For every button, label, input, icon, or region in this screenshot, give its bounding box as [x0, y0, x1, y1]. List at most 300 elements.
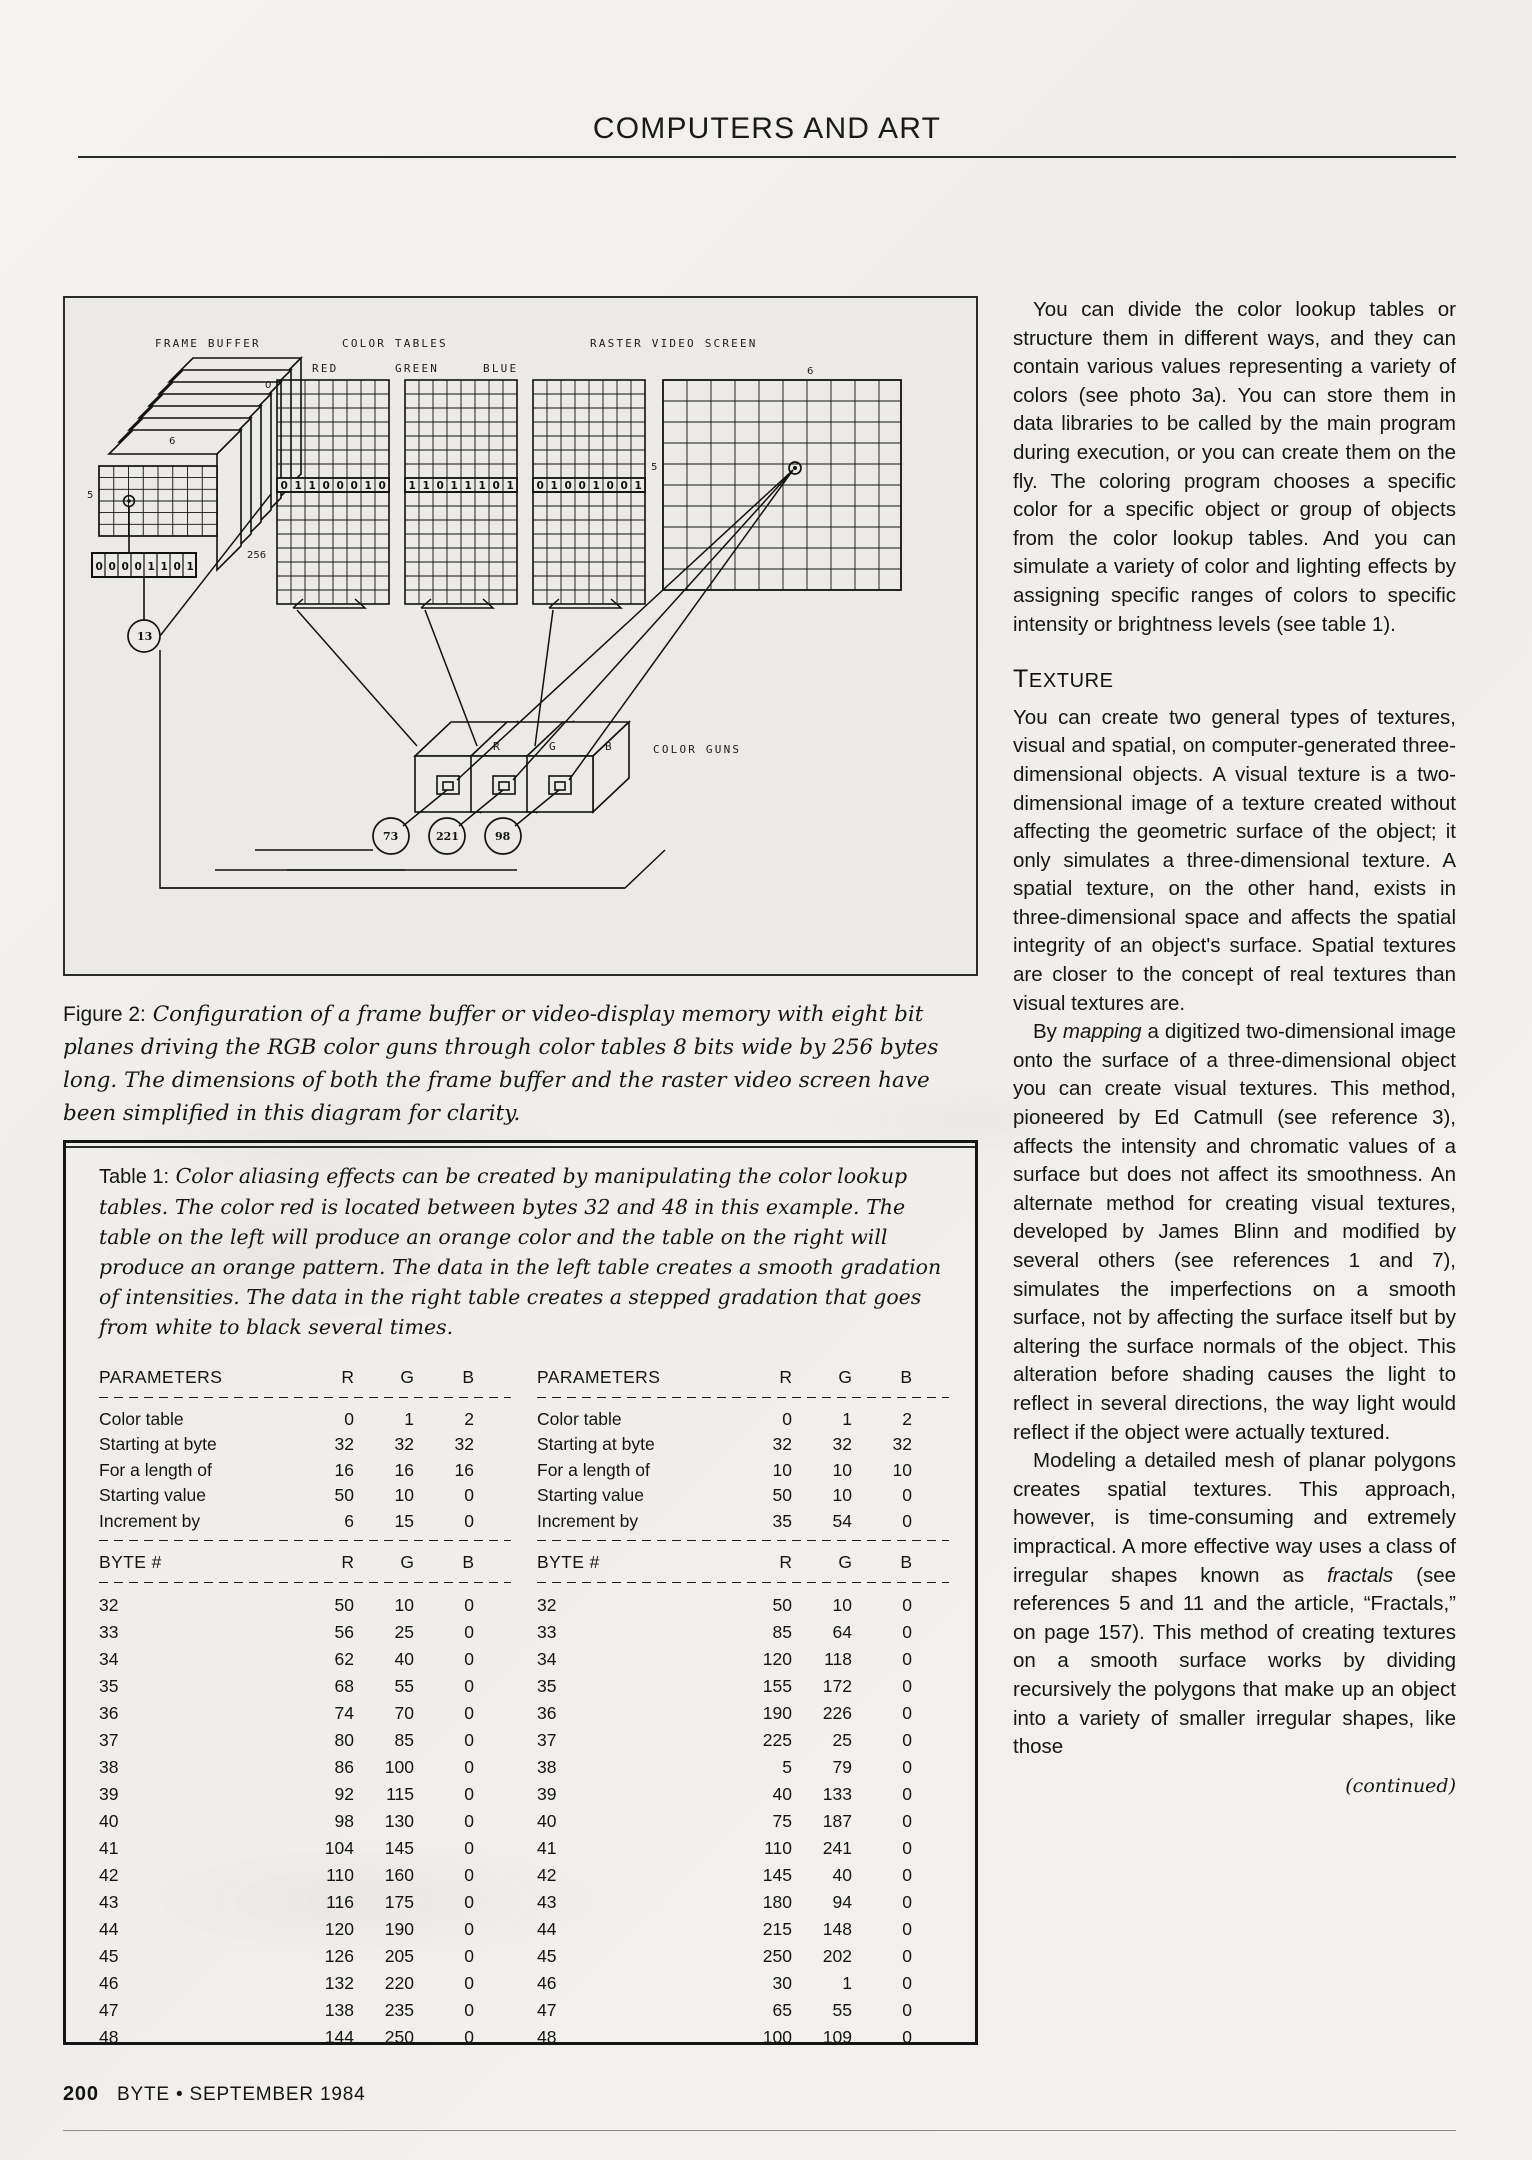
cell-g: 220 [384, 1972, 414, 1993]
cell-b: 0 [902, 1485, 912, 1505]
divider [99, 1397, 511, 1398]
table-row [537, 1458, 949, 1484]
cell-r: 104 [324, 1837, 354, 1858]
cell-r: 80 [334, 1729, 354, 1750]
svg-text:0: 0 [173, 561, 181, 573]
table-row [99, 1889, 511, 1916]
table-row [99, 1673, 511, 1700]
cell-byte-number: 39 [99, 1783, 119, 1804]
cell-b: 0 [902, 1594, 912, 1615]
svg-text:0: 0 [436, 480, 444, 492]
label-color-tables: COLOR TABLES [342, 337, 448, 350]
cell-g: 32 [832, 1434, 852, 1454]
table-row [99, 1835, 511, 1862]
divider [99, 1582, 511, 1583]
table-row [537, 1889, 949, 1916]
cell-g: 55 [394, 1675, 414, 1696]
label-color-guns: COLOR GUNS [653, 743, 742, 756]
cell-g: 160 [384, 1864, 414, 1885]
cell-b: 16 [454, 1459, 474, 1480]
cell-byte-number: 45 [537, 1945, 557, 1966]
cell-g: 115 [386, 1783, 414, 1804]
cell-b: 0 [464, 1621, 474, 1642]
cell-byte-number: 38 [99, 1756, 119, 1777]
table-row [537, 1997, 949, 2024]
cell-r: 138 [324, 1999, 354, 2020]
label-blue: BLUE [483, 362, 519, 375]
cell-b: 0 [464, 1675, 474, 1696]
param-label: For a length of [537, 1459, 650, 1480]
svg-text:0: 0 [578, 480, 586, 492]
cell-b: 0 [902, 1891, 912, 1912]
cell-r: 50 [772, 1485, 792, 1505]
label-raster-video-screen: RASTER VIDEO SCREEN [590, 337, 758, 350]
cell-g: 133 [822, 1783, 852, 1804]
table-row [537, 1970, 949, 1997]
gun-label-r: R [493, 740, 501, 753]
color-table-blue [533, 380, 645, 604]
cell-r: 5 [782, 1756, 792, 1777]
cell-b: 32 [454, 1434, 474, 1454]
cell-g: 16 [394, 1459, 414, 1480]
cell-byte-number: 44 [99, 1918, 119, 1939]
gun-label-g: G [549, 740, 557, 753]
cell-r: 98 [334, 1810, 354, 1831]
table-row [99, 1483, 511, 1509]
svg-text:1: 1 [592, 480, 600, 492]
table-row [99, 1754, 511, 1781]
plane-index-6: 6 [169, 436, 176, 447]
cell-r: 250 [762, 1945, 792, 1966]
paragraph-4-part-a: Modeling a detailed mesh of planar polygons creates spatial textures. This approach, however, is time-consuming and extremely impractical. A more effective way uses a class of irregular shapes known as [1013, 1449, 1456, 1587]
cell-g: 10 [394, 1485, 414, 1505]
table-row [537, 1835, 949, 1862]
cell-byte-number: 44 [537, 1918, 557, 1939]
cell-r: 50 [334, 1594, 354, 1615]
cell-byte-number: 35 [99, 1675, 119, 1696]
col-parameters: PARAMETERS [99, 1367, 223, 1387]
table-row [99, 1592, 511, 1619]
table-row [537, 1592, 949, 1619]
screen-index-5: 5 [651, 462, 658, 473]
cell-b: 0 [464, 1783, 474, 1804]
cell-r: 50 [334, 1485, 354, 1505]
svg-text:1: 1 [450, 480, 458, 492]
col-r: R [341, 1367, 354, 1387]
tables-container [99, 1365, 954, 2051]
cell-byte-number: 33 [99, 1621, 119, 1642]
cell-b: 0 [464, 1510, 474, 1531]
cell-b: 0 [902, 1972, 912, 1993]
table-row [537, 1916, 949, 1943]
cell-byte-number: 47 [537, 1999, 557, 2020]
divider [537, 1397, 949, 1398]
param-label: Color table [99, 1408, 184, 1429]
table-row [537, 1432, 949, 1458]
page-footer [63, 2083, 365, 2106]
svg-text:221: 221 [436, 830, 459, 843]
footer-magazine: BYTE [117, 2084, 170, 2105]
svg-text:0: 0 [95, 561, 103, 573]
cell-byte-number: 43 [537, 1891, 557, 1912]
cell-byte-number: 33 [537, 1621, 557, 1642]
col-b: B [900, 1367, 912, 1387]
paragraph-4-part-b: (see references 5 and 11 and the article, “Fractals,” on page 157). This method of creating textures on a smooth surface works by dividing recursively the polygons that make up an object into a variety of smaller irregular shapes, like those [1013, 1563, 1456, 1759]
table-row [99, 1700, 511, 1727]
table-row [99, 1997, 511, 2024]
label-frame-buffer: FRAME BUFFER [155, 337, 261, 350]
svg-text:1: 1 [478, 480, 486, 492]
cell-g: 55 [832, 1999, 852, 2020]
cell-g: 94 [832, 1891, 852, 1912]
cell-b: 0 [902, 1510, 912, 1531]
svg-text:0: 0 [108, 561, 116, 573]
param-label: Color table [537, 1408, 622, 1429]
cell-b: 0 [464, 1702, 474, 1723]
cell-g: 187 [822, 1810, 852, 1831]
cell-b: 0 [464, 1729, 474, 1750]
svg-text:1: 1 [464, 480, 472, 492]
svg-text:0: 0 [606, 480, 614, 492]
table-row [537, 1619, 949, 1646]
cell-b: 0 [902, 1621, 912, 1642]
cell-b: 0 [902, 1999, 912, 2020]
cell-r: 155 [762, 1675, 792, 1696]
cell-r: 62 [334, 1648, 354, 1669]
cell-r: 110 [326, 1864, 354, 1885]
cell-byte-number: 34 [99, 1648, 119, 1669]
cell-g: 40 [394, 1648, 414, 1669]
cell-g: 10 [394, 1594, 414, 1615]
cell-g: 148 [822, 1918, 852, 1939]
figure-caption [63, 998, 963, 1130]
svg-text:1: 1 [147, 561, 155, 573]
cell-b: 32 [892, 1434, 912, 1454]
header-rule [78, 156, 1456, 158]
cell-b: 0 [464, 1594, 474, 1615]
cell-g: 10 [832, 1594, 852, 1615]
cell-b: 2 [464, 1408, 474, 1429]
table-row [99, 1432, 511, 1458]
divider [99, 1540, 511, 1541]
section-heading-rest: EXTURE [1028, 670, 1114, 693]
cell-g: 25 [832, 1729, 852, 1750]
table-row [99, 1407, 511, 1433]
table-row [537, 1727, 949, 1754]
col-byte-number: BYTE # [537, 1552, 600, 1572]
table-row [99, 1808, 511, 1835]
cell-byte-number: 32 [99, 1594, 119, 1615]
cell-byte-number: 39 [537, 1783, 557, 1804]
cell-r: 85 [772, 1621, 792, 1642]
col-b: B [462, 1552, 474, 1572]
cell-r: 75 [772, 1810, 792, 1831]
param-label: Starting value [537, 1485, 645, 1505]
color-table-index-0: 0 [265, 380, 272, 391]
cell-b: 0 [902, 1648, 912, 1669]
gun-label-b: B [605, 740, 613, 753]
cell-b: 0 [902, 1675, 912, 1696]
color-guns [415, 722, 629, 812]
figure-2-diagram [63, 296, 978, 976]
table-row [99, 1619, 511, 1646]
cell-r: 92 [334, 1783, 354, 1804]
svg-text:1: 1 [422, 480, 430, 492]
right-params-header [537, 1365, 949, 1391]
svg-text:1: 1 [506, 480, 514, 492]
cell-r: 116 [326, 1891, 354, 1912]
cell-b: 0 [464, 1485, 474, 1505]
svg-text:1: 1 [160, 561, 168, 573]
table-row [537, 1646, 949, 1673]
cell-g: 130 [384, 1810, 414, 1831]
cell-byte-number: 32 [537, 1594, 557, 1615]
cell-g: 85 [394, 1729, 414, 1750]
cell-r: 16 [334, 1459, 354, 1480]
paragraph-3-part-a: By [1033, 1020, 1063, 1044]
table-row [99, 1509, 511, 1535]
cell-r: 215 [762, 1918, 792, 1939]
footer-bullet: • [175, 2084, 184, 2105]
color-table-size-256: 256 [247, 550, 267, 561]
cell-b: 0 [464, 1918, 474, 1939]
figure-caption-text: Configuration of a frame buffer or video-display memory with eight bit planes driving the RGB color guns through color tables 8 bits wide by 256 bytes long. The dimensions of both the frame buffer and the raster video screen have been simplified in this diagram for clarity. [63, 1002, 939, 1126]
cell-b: 0 [902, 1837, 912, 1858]
svg-text:1: 1 [408, 480, 416, 492]
table-row [537, 1862, 949, 1889]
cell-r: 50 [772, 1594, 792, 1615]
cell-r: 32 [334, 1434, 354, 1454]
cell-byte-number: 46 [99, 1972, 119, 1993]
cell-g: 118 [824, 1648, 852, 1669]
label-red: RED [312, 362, 339, 375]
table-row [537, 2024, 949, 2051]
cell-r: 6 [344, 1510, 354, 1531]
paragraph-2: You can create two general types of textures, visual and spatial, on computer-generated three-dimensional objects. A visual texture is a two-dimensional image of a texture created without affecting the geometric surface of the object; it only simulates a three-dimensional texture. A spatial texture, on the other hand, exists in three-dimensional space and affects the spatial integrity of an object's surface. Spatial textures are closer to the concept of real textures than visual textures are. [1013, 705, 1456, 1015]
cell-r: 32 [772, 1434, 792, 1454]
param-label: Starting value [99, 1485, 207, 1505]
cell-b: 0 [464, 1837, 474, 1858]
cell-g: 32 [394, 1434, 414, 1454]
cell-byte-number: 38 [537, 1756, 557, 1777]
col-b: B [900, 1552, 912, 1572]
cell-b: 0 [902, 1702, 912, 1723]
cell-r: 0 [344, 1408, 354, 1429]
cell-r: 225 [762, 1729, 792, 1750]
cell-r: 100 [762, 2026, 792, 2047]
svg-text:1: 1 [186, 561, 194, 573]
cell-byte-number: 41 [99, 1837, 119, 1858]
running-head: COMPUTERS AND ART [592, 112, 942, 145]
table-caption [99, 1161, 944, 1342]
col-b: B [462, 1367, 474, 1387]
emphasis-mapping: mapping [1062, 1020, 1142, 1044]
cell-b: 10 [892, 1459, 912, 1480]
table-row [99, 1458, 511, 1484]
cell-r: 86 [334, 1756, 354, 1777]
cell-r: 35 [772, 1510, 792, 1531]
figure-caption-lead: Figure 2: [63, 1003, 146, 1026]
paragraph-1: You can divide the color lookup tables or structure them in different ways, and they can contain various values representing a variety of colors (see photo 3a). You can store them in data libraries to be called by the main program during execution, or you can create them on the fly. The coloring program chooses a specific color for a specific object or group of objects from the color lookup tables. And you can simulate a variety of color and lighting effects by assigning specific ranges of colors to specific intensity or brightness levels (see table 1). [1013, 298, 1456, 636]
param-label: Increment by [537, 1510, 639, 1531]
cell-byte-number: 35 [537, 1675, 557, 1696]
table-row [99, 1646, 511, 1673]
table-row [99, 1943, 511, 1970]
cell-r: 10 [772, 1459, 792, 1480]
cell-byte-number: 40 [537, 1810, 557, 1831]
cell-g: 64 [832, 1621, 852, 1642]
cell-g: 109 [822, 2026, 852, 2047]
right-byte-rows [537, 1592, 949, 2051]
right-bytes-header [537, 1550, 949, 1576]
svg-text:1: 1 [364, 480, 372, 492]
cell-r: 126 [324, 1945, 354, 1966]
table-1-box [63, 1140, 978, 2045]
footer-issue: SEPTEMBER 1984 [189, 2084, 366, 2105]
cell-b: 0 [464, 1891, 474, 1912]
cell-byte-number: 34 [537, 1648, 557, 1669]
cell-byte-number: 37 [537, 1729, 557, 1750]
footer-page-number: 200 [63, 2083, 99, 2105]
cell-b: 0 [902, 1945, 912, 1966]
table-row [537, 1407, 949, 1433]
screen-index-6: 6 [807, 366, 814, 377]
cell-g: 235 [384, 1999, 414, 2020]
cell-r: 180 [762, 1891, 792, 1912]
svg-text:0: 0 [492, 480, 500, 492]
cell-byte-number: 42 [537, 1864, 557, 1885]
table-row [537, 1943, 949, 1970]
cell-byte-number: 37 [99, 1729, 119, 1750]
emphasis-fractals: fractals [1327, 1563, 1394, 1587]
cell-g: 145 [384, 1837, 414, 1858]
svg-text:0: 0 [378, 480, 386, 492]
cell-g: 202 [822, 1945, 852, 1966]
cell-g: 226 [822, 1702, 852, 1723]
table-row [537, 1483, 949, 1509]
svg-text:0: 0 [564, 480, 572, 492]
cell-byte-number: 48 [537, 2026, 557, 2047]
cell-g: 205 [384, 1945, 414, 1966]
col-byte-number: BYTE # [99, 1552, 162, 1572]
cell-byte-number: 48 [99, 2026, 119, 2047]
cell-r: 110 [764, 1837, 792, 1858]
cell-b: 0 [902, 1918, 912, 1939]
left-byte-rows [99, 1592, 511, 2051]
col-g: G [400, 1552, 414, 1572]
svg-text:0: 0 [134, 561, 142, 573]
cell-r: 56 [334, 1621, 354, 1642]
cell-r: 120 [324, 1918, 354, 1939]
cell-byte-number: 45 [99, 1945, 119, 1966]
col-parameters: PARAMETERS [537, 1367, 661, 1387]
param-label: For a length of [99, 1459, 212, 1480]
svg-text:98: 98 [495, 830, 511, 843]
paragraph-3-part-b: a digitized two-dimensional image onto the surface of a three-dimensional object you can create visual textures. This method, pioneered by Ed Catmull (see reference 3), affects the intensity and chromatic values of a surface but does not affect its smoothness. An alternate method for creating visual textures, developed by James Blinn and modified by several others (see references 1 and 7), simulates the imperfections on a smooth surface, not by affecting the surface itself but by altering the surface normals of the object. This alteration before shading causes the light to reflect in several directions, the way light would reflect if the object were actually textured. [1013, 1020, 1457, 1444]
cell-g: 15 [394, 1510, 414, 1531]
table-row [99, 1727, 511, 1754]
cell-r: 144 [324, 2026, 354, 2047]
table-caption-lead: Table 1: [99, 1166, 170, 1188]
table-row [537, 1781, 949, 1808]
left-table [99, 1365, 511, 2051]
table-row [537, 1754, 949, 1781]
cell-b: 0 [902, 2026, 912, 2047]
cell-byte-number: 46 [537, 1972, 557, 1993]
col-r: R [341, 1552, 354, 1572]
color-table-green [405, 380, 517, 604]
left-bytes-header [99, 1550, 511, 1576]
table-row [537, 1700, 949, 1727]
cell-r: 40 [772, 1783, 792, 1804]
table-caption-text: Color aliasing effects can be created by manipulating the color lookup tables. The color red is located between bytes 32 and 48 in this example. The table on the left will produce an orange color and the table on the right will produce an orange pattern. The data in the left table creates a smooth gradation of intensities. The data in the right table creates a stepped gradation that goes from white to black several times. [99, 1164, 942, 1339]
cell-g: 79 [832, 1756, 852, 1777]
raster-video-screen [651, 366, 901, 590]
cell-b: 0 [464, 1864, 474, 1885]
cell-byte-number: 47 [99, 1999, 119, 2020]
cell-g: 172 [822, 1675, 852, 1696]
svg-text:0: 0 [620, 480, 628, 492]
param-label: Starting at byte [537, 1434, 655, 1454]
cell-g: 1 [842, 1408, 852, 1429]
cell-b: 0 [464, 1945, 474, 1966]
table-row [537, 1808, 949, 1835]
cell-byte-number: 36 [537, 1702, 557, 1723]
right-table [537, 1365, 949, 2051]
cell-r: 65 [772, 1999, 792, 2020]
cell-g: 100 [384, 1756, 414, 1777]
cell-r: 30 [772, 1972, 792, 1993]
cell-byte-number: 40 [99, 1810, 119, 1831]
paragraph-4 [1013, 1447, 1456, 1762]
cell-g: 40 [832, 1864, 852, 1885]
col-g: G [838, 1552, 852, 1572]
param-label: Increment by [99, 1510, 201, 1531]
table-row [99, 1916, 511, 1943]
left-params-header [99, 1365, 511, 1391]
cell-byte-number: 41 [537, 1837, 557, 1858]
cell-g: 175 [384, 1891, 414, 1912]
divider [537, 1540, 949, 1541]
left-column [63, 296, 978, 1148]
section-heading-initial: T [1013, 665, 1029, 694]
table-row [537, 1509, 949, 1535]
gun-value-nodes [373, 818, 521, 854]
svg-text:0: 0 [336, 480, 344, 492]
svg-text:13: 13 [137, 630, 153, 643]
cell-r: 74 [334, 1702, 354, 1723]
frame-buffer-diagram-svg [65, 298, 976, 974]
col-r: R [779, 1367, 792, 1387]
table-row [537, 1673, 949, 1700]
cell-r: 68 [334, 1675, 354, 1696]
cell-r: 190 [762, 1702, 792, 1723]
cell-b: 0 [902, 1810, 912, 1831]
cell-r: 145 [762, 1864, 792, 1885]
article-column [1013, 296, 1456, 1800]
svg-text:0: 0 [350, 480, 358, 492]
table-row [99, 2024, 511, 2051]
cell-g: 10 [832, 1485, 852, 1505]
svg-text:1: 1 [634, 480, 642, 492]
cell-g: 25 [394, 1621, 414, 1642]
table-row [99, 1970, 511, 1997]
svg-text:73: 73 [383, 830, 399, 843]
cell-b: 2 [902, 1408, 912, 1429]
footer-rule [63, 2130, 1456, 2131]
cell-byte-number: 43 [99, 1891, 119, 1912]
cell-b: 0 [464, 1999, 474, 2020]
